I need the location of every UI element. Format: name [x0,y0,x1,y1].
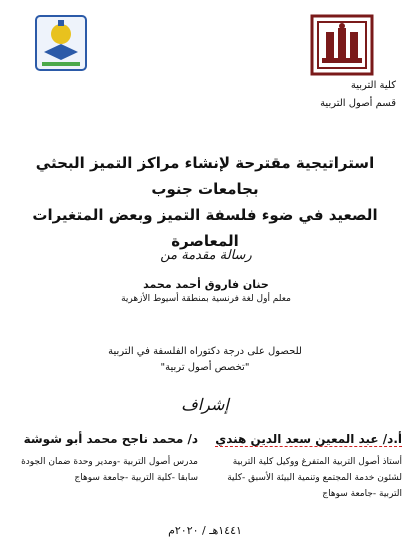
supervisor-right-desc-3: التربية -جامعة سوهاج [322,489,402,499]
supervisor-left [8,432,198,486]
author-name: حنان فاروق أحمد محمد [143,278,269,291]
department-name: قسم أصول التربية [320,98,396,109]
faculty-name: كلية التربية [350,80,396,91]
author-role: معلم أول لغة فرنسية بمنطقة أسيوط الأزهرية [121,294,291,304]
supervisor-right-name: أ.د/ عبد المعين سعد الدين هندي [215,432,402,446]
thesis-title-line-1: استراتيجية مقترحة لإنشاء مراكز التميز البحثي بجامعات جنوب [35,154,375,198]
supervisor-right [206,432,402,502]
specialty-line: "تخصص أصول تربية" [160,362,250,373]
supervision-heading: إشراف [181,395,229,414]
supervisor-left-desc-2: سابقا -كلية التربية -جامعة سوهاج [74,473,198,483]
thesis-title [14,150,396,254]
date-line: ١٤٤١هـ / ٢٠٢٠م [168,524,242,537]
thesis-intro: رسالة مقدمة من [160,248,252,263]
supervisor-right-desc-1: أستاذ أصول التربية المتفرغ ووكيل كلية التربية [232,457,402,467]
supervisor-right-desc-2: لشئون خدمة المجتمع وتنمية البيئة الأسبق -كلية [227,473,402,483]
supervisor-left-name: د/ محمد ناجح محمد أبو شوشة [23,432,198,446]
university-logo-icon [308,14,376,78]
thesis-title-line-2: الصعيد في ضوء فلسفة التميز وبعض المتغيرات المعاصرة [32,206,378,250]
supervisor-left-desc-1: مدرس أصول التربية -ومدير وحدة ضمان الجودة [21,457,198,467]
degree-line: للحصول على درجة دكتوراه الفلسفة في التربية [108,346,302,357]
faculty-logo-icon [34,14,88,72]
